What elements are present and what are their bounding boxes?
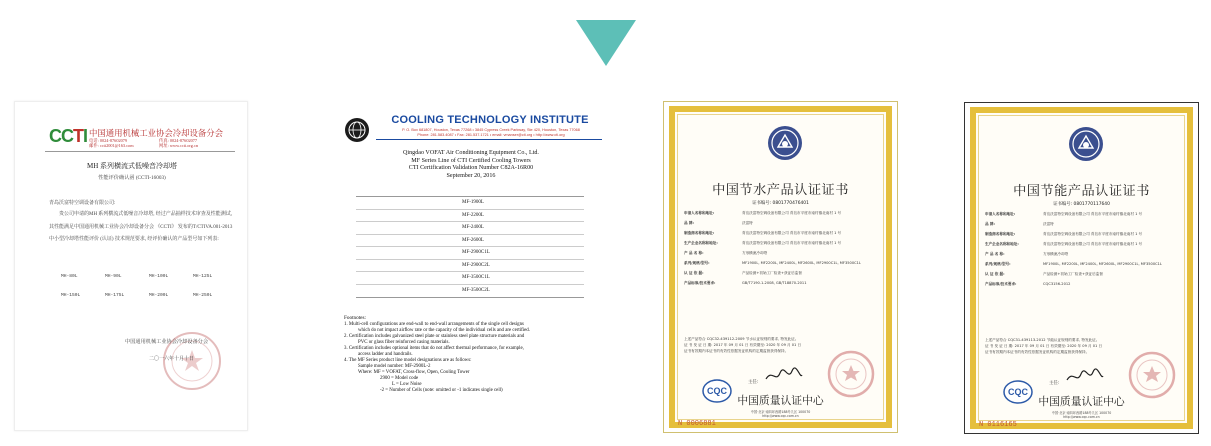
ccti-contact-web: 网址: www.ccti.org.cn (159, 143, 199, 148)
detail-row (684, 241, 884, 246)
ccti-recipient: 青岛沃富特空调设备有限公司: (49, 201, 116, 206)
issuer-name: 中国质量认证中心 (737, 394, 824, 407)
table-row: MF-1900L (356, 197, 584, 210)
detail-value: 青岛沃富特空调设备有限公司 青岛市平度市南村镇北南村 1 号 (1043, 212, 1143, 216)
issuer-website: http://www.cqc.com.cn (762, 414, 799, 419)
table-row: MF-2900C1L (356, 247, 584, 260)
certificate-number: 证书编号: 0801770476401 (752, 201, 809, 206)
certificate-serial: N 0006881 (678, 420, 716, 428)
detail-value: 沃富特 (1043, 221, 1054, 226)
table-row: MF-2900C2L (356, 260, 584, 273)
table-row: MF-2600L (356, 235, 584, 248)
detail-key: 产品标准/技术要求: (684, 280, 716, 285)
note-line: 上述产品符合 CQC32-439112-2009 节水认证规则的要求, 特发此证。 (684, 337, 799, 341)
ccti-subtitle: 性能评价确认函 (CCTI-16003) (98, 175, 166, 181)
table-row: MF-3500C2L (462, 287, 490, 293)
detail-row (985, 222, 1185, 227)
detail-key: 品 牌: (684, 220, 694, 225)
detail-row (684, 261, 884, 266)
down-arrow-icon (576, 20, 636, 66)
ccti-certificate[interactable] (14, 101, 248, 431)
cti-model-table (356, 196, 584, 298)
detail-key: 认 证 依 据: (985, 271, 1005, 276)
footnote-line: which do not impact airflow rate or the capacity of the individual cells and are certified. (358, 328, 530, 333)
issuer-address-line: 中国·北京·南四环西路188号九区 100070 (750, 410, 811, 414)
note-line: 证 书 发 证 日 期: 2017 年 09 月 01 日 有效期至: 2020 年 09 月 01 日 (985, 343, 1103, 348)
certificate-inner (978, 115, 1185, 421)
official-seal-icon (826, 349, 876, 399)
certificate-frame (669, 106, 892, 428)
cti-series: MF Series Line of CTI Certified Cooling Towers (411, 157, 531, 164)
detail-value: 产品检测+初始工厂检查+获证后监督 (1043, 271, 1103, 276)
detail-row (985, 272, 1185, 277)
cti-footnotes (344, 322, 602, 394)
water-saving-certificate[interactable] (663, 101, 898, 433)
detail-value: 方形横流冷却塔 (1043, 251, 1069, 256)
note-line: 证书有效期内本证书的有效性依据发证机构的定期监督获得保持。 (985, 349, 1090, 354)
detail-key: 系列/规格/型号: (985, 261, 1011, 266)
ccti-contact (89, 138, 239, 148)
detail-row (684, 221, 884, 226)
ccti-divider (45, 151, 235, 152)
ccti-model: MH-80L (61, 274, 78, 279)
note-line: 上述产品符合 CQC31-439113-2012 节能认证规则的要求, 特发此证。 (985, 338, 1100, 342)
cti-address (380, 128, 602, 138)
footnote-line: 2900 = Model code (380, 376, 419, 381)
detail-key: 认 证 依 据: (684, 270, 704, 275)
certificate-frame (970, 107, 1193, 429)
ccti-letterhead (49, 126, 239, 148)
issuer-website: http://www.cqc.com.cn (1063, 415, 1100, 420)
certificate-title: 中国节水产品认证证书 (712, 183, 849, 198)
cti-org-name: COOLING TECHNOLOGY INSTITUTE (391, 114, 589, 126)
footnote-line: 2. Certification includes galvanized steel plate or stainless steel plate structure materials and (344, 334, 525, 339)
footnote-line: L = Low Noise (392, 382, 422, 387)
detail-value: 沃富特 (742, 220, 753, 225)
issuer-address (979, 411, 1184, 419)
ccti-contact-email: 邮件: ccti2001@163.com (89, 143, 134, 148)
detail-value: GB/T7190.1-2008, GB/T18870-2011 (742, 280, 807, 285)
ccti-contact-fax: 传真: 0024-87602077 (159, 138, 198, 143)
cti-address-line: P. O. Box 681807, Houston, Texas 77268 • 3845 Cypress Creek Parkway, Ste 420, Houston, Texas 77068 (402, 128, 580, 132)
energy-saving-certificate[interactable] (964, 102, 1199, 434)
certificate-details (985, 212, 1185, 292)
detail-row (985, 212, 1185, 217)
ccti-model: MH-175L (105, 293, 125, 298)
detail-value: 产品检测+初始工厂检查+获证后监督 (742, 270, 802, 275)
cti-validation-number: CTI Certification Validation Number C82A-16R00 (408, 165, 534, 172)
certificate-details (684, 211, 884, 291)
detail-row (684, 251, 884, 256)
emblem-icon (767, 125, 803, 161)
detail-value: 方形横流冷却塔 (742, 250, 768, 255)
cti-company: Qingdao VOFAT Air Conditioning Equipment Co., Ltd. (403, 150, 539, 156)
cti-date: September 20, 2016 (446, 172, 496, 179)
footnote-line: -2 = Number of Cells (note: omitted or -1 indicates single cell) (380, 388, 503, 393)
footnote-line: Sample model number: MF-2900L-2 (358, 364, 431, 369)
note-line: 证 书 发 证 日 期: 2017 年 09 月 01 日 有效期至: 2020 年 09 月 01 日 (684, 342, 802, 347)
table-row: MF-2400L (356, 222, 584, 235)
signature-icon (764, 365, 804, 385)
detail-row (684, 211, 884, 216)
cti-certificate[interactable] (336, 101, 606, 431)
certificate-inner (677, 114, 884, 420)
ccti-contact-phone: 电话: 0024-87602079 (89, 138, 128, 143)
ccti-org-name: 中国通用机械工业协会冷却设备分会 (89, 129, 223, 138)
ccti-logo: CCTI (49, 126, 88, 146)
cti-footnotes-title: Footnotes: (344, 315, 366, 321)
ccti-model-list (61, 274, 237, 298)
detail-row (684, 231, 884, 236)
ccti-signature-line: 中国通用机械工业协会冷却设备分会 (125, 339, 209, 345)
detail-row (985, 232, 1185, 237)
detail-key: 制造商名称和地址: (985, 231, 1016, 236)
detail-row (985, 282, 1185, 287)
issuer-name: 中国质量认证中心 (1038, 395, 1125, 408)
detail-row (985, 262, 1185, 267)
certificate-title: 中国节能产品认证证书 (1013, 184, 1150, 199)
detail-key: 制造商名称和地址: (684, 230, 715, 235)
detail-row (985, 242, 1185, 247)
cti-globe-logo-icon (344, 117, 370, 143)
ccti-date: 二〇一六年十月十日 (149, 357, 195, 362)
emblem-icon (1068, 126, 1104, 162)
footnote-line: PVC or glass fiber reinforced casing materials. (358, 340, 450, 345)
footnote-line: Where: MF = VOFAT, Cross-flow, Open, Cooling Tower (358, 370, 470, 375)
cti-heading (336, 150, 606, 180)
ccti-model: MH-250L (193, 293, 213, 298)
table-row: MF-3500C1L (356, 272, 584, 285)
detail-value: 青岛沃富特空调设备有限公司 青岛市平度市南村镇北南村 1 号 (742, 211, 842, 215)
detail-key: 生产企业名称和地址: (985, 241, 1019, 246)
detail-key: 产 品 名 称: (684, 250, 704, 255)
footnote-line: 1. Multi-cell configurations are end-wall to end-wall arrangements of the single cell designs (344, 322, 524, 327)
issuer-address-line: 中国·北京·南四环西路188号九区 100070 (1051, 411, 1112, 415)
certificate-number: 证书编号: 0801770117640 (1053, 202, 1110, 207)
detail-value: MF1900L, MF2200L, MF2400L, MF2600L, MF2900C1L, MF3500C1L (742, 260, 861, 265)
detail-key: 品 牌: (985, 221, 995, 226)
ccti-model: MH-125L (193, 274, 213, 279)
table-row: MF-2200L (356, 210, 584, 223)
detail-value: 青岛沃富特空调设备有限公司 青岛市平度市南村镇北南村 1 号 (1043, 231, 1143, 236)
signature-icon (1065, 366, 1105, 386)
ccti-body-text: 贵公司申请的MH 系列横流式低噪音冷却塔, 经过产品抽样技术审查及性能测试, 其性能满足中国通用机械工业协会冷却设备分会 《CCTI》 发布的T/CTIVA.001-2013 中小型冷却塔性能评价 (认证) 技术规范要求, 经评价确认的产品型号如下列表: (49, 212, 233, 242)
detail-key: 生产企业名称和地址: (684, 240, 718, 245)
ccti-model: MH-90L (105, 274, 122, 279)
detail-value: 青岛沃富特空调设备有限公司 青岛市平度市南村镇北南村 1 号 (742, 230, 842, 235)
cti-divider (376, 139, 602, 140)
detail-key: 系列/规格/型号: (684, 260, 710, 265)
ccti-model: MH-150L (61, 293, 81, 298)
certificate-serial: N 0116165 (979, 421, 1017, 429)
svg-text:CQC: CQC (707, 386, 727, 396)
director-label: 主任: (748, 380, 759, 385)
footnote-line: 4. The MF Series product line model designations are as follows: (344, 358, 472, 363)
detail-row (985, 252, 1185, 257)
ccti-model: MH-200L (149, 293, 169, 298)
detail-key: 申请人名称和地址: (985, 212, 1016, 216)
official-seal-icon (1127, 350, 1177, 400)
footnote-line: 3. Certification includes optional items that do not affect thermal performance, for example, (344, 346, 524, 351)
note-line: 证书有效期内本证书的有效性依据发证机构的定期监督获得保持。 (684, 348, 789, 353)
detail-value: 青岛沃富特空调设备有限公司 青岛市平度市南村镇北南村 1 号 (1043, 241, 1143, 246)
detail-key: 产 品 名 称: (985, 251, 1005, 256)
detail-value: MF1900L, MF2200L, MF2400L, MF2600L, MF2900C1L, MF3500C1L (1043, 261, 1162, 266)
footnote-line: access ladder and handrails. (358, 352, 413, 357)
detail-value: CQC3156-2012 (1043, 281, 1071, 286)
cti-contact-line: Phone: 281.583.4087 • Fax: 281.537.1721 • email: vmanser@cti.org • http://www.cti.org (417, 132, 565, 137)
detail-key: 产品标准/技术要求: (985, 281, 1017, 286)
svg-text:CQC: CQC (1008, 387, 1028, 397)
detail-value: 青岛沃富特空调设备有限公司 青岛市平度市南村镇北南村 1 号 (742, 240, 842, 245)
ccti-title: MH 系列横流式低噪音冷却塔 (86, 162, 178, 170)
director-label: 主任: (1049, 381, 1060, 386)
issuer-address (678, 410, 883, 418)
detail-row (684, 281, 884, 286)
ccti-model: MH-100L (149, 274, 169, 279)
detail-key: 申请人名称和地址: (684, 211, 715, 215)
detail-row (684, 271, 884, 276)
